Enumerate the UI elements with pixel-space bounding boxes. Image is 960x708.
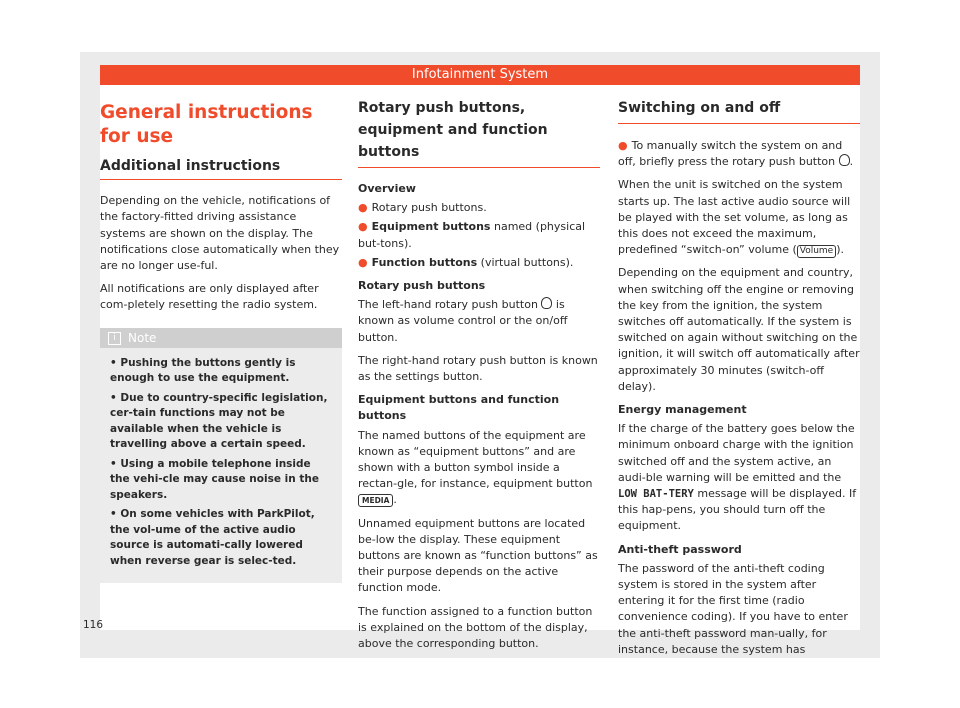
paragraph-reset: All notifications are only displayed after com-pletely resetting the radio system. (100, 282, 319, 312)
paragraph-startup: When the unit is switched on the system starts up. The last active audio source will be played with the set volume, as long as this does not exceed the maximum, predefined “switch-on” volume ( Volume ). (618, 178, 851, 257)
bullet-icon: ● (618, 139, 628, 152)
paragraph-energy: If the charge of the battery goes below the minimum onboard charge with the ignition switched off and the system active, an audi-ble warning will be emitted and the LOW BAT-TERY message will be displayed. If this hap-pens, you should turn off the equipment. (618, 422, 857, 533)
low-battery-message: LOW BAT-TERY (618, 488, 694, 501)
bullet-icon: • (110, 508, 121, 521)
note-box (100, 328, 342, 584)
note-label: Note (128, 330, 157, 345)
paragraph-notifications: Depending on the vehicle, notifications of the factory-fitted driving assistance systems are shown on the display. The notifications close automatically when they are no longer use-ful. (100, 194, 340, 273)
heading-rotary-push-buttons: Rotary push buttons, equipment and function buttons (358, 97, 600, 168)
note-item: • Due to country-specific legislation, cer-tain functions may not be available when the vehicle is travelling above a certain speed. (110, 391, 328, 451)
section-header-banner: Infotainment System (100, 65, 860, 85)
bullet-icon: • (110, 457, 121, 470)
subheading-overview: Overview (358, 182, 416, 195)
subheading-antitheft: Anti-theft password (618, 542, 742, 556)
paragraph-right-rotary: The right-hand rotary push button is known as the settings button. (358, 353, 598, 384)
note-header (100, 328, 342, 348)
content-area (100, 85, 860, 656)
bullet-icon: • (110, 391, 121, 404)
note-item: • Pushing the buttons gently is enough to use the equipment. (110, 356, 296, 385)
column-rotary-buttons (358, 85, 600, 659)
list-item: ● Equipment buttons named (physical but-tons). (358, 220, 586, 250)
paragraph-antitheft: The password of the anti-theft coding system is stored in the system after entering it for the first time (radio convenience coding). If you have to enter the anti-theft password man-ually, for instance, because the system has (618, 561, 848, 656)
list-item: ● Rotary push buttons. (358, 201, 487, 215)
bullet-icon: ● (358, 220, 368, 234)
paragraph-left-rotary: The left-hand rotary push button is known as volume control or the on/off button. (358, 298, 568, 344)
paragraph-equipment-buttons: The named buttons of the equipment are known as “equipment buttons” and are shown with a button symbol inside a rectan-gle, for instance, equipment button MEDIA . (358, 428, 593, 507)
paragraph-unnamed-buttons: Unnamed equipment buttons are located be-low the display. These equipment buttons are known as “function buttons” as their purpose depends on the active function mode. (358, 516, 598, 595)
subheading-energy: Energy management (618, 403, 747, 417)
volume-button-icon: Volume (797, 245, 836, 258)
info-icon: i (108, 332, 121, 345)
subheading-equipment-function: Equipment buttons and function buttons (358, 393, 560, 423)
bullet-icon: ● (358, 255, 368, 269)
list-item: ● Function buttons (virtual buttons). (358, 255, 574, 269)
heading-additional-instructions: Additional instructions (100, 158, 342, 180)
rotary-knob-icon (839, 154, 850, 166)
bullet-icon: ● (358, 201, 368, 215)
note-item: • On some vehicles with ParkPilot, the vol-ume of the active audio source is automati-cally lowered when reverse gear is selec-ted. (110, 508, 315, 567)
bullet-icon: • (110, 356, 121, 369)
media-button-icon: MEDIA (358, 494, 393, 507)
rotary-knob-icon (541, 297, 552, 309)
paragraph-manual-switch: ● To manually switch the system on and off, briefly press the rotary push button . (618, 139, 854, 169)
column-general-instructions (100, 85, 342, 583)
paragraph-function-assigned: The function assigned to a function button is explained on the bottom of the display, above the corresponding button. (358, 604, 593, 651)
heading-switching-on-off: Switching on and off (618, 97, 860, 124)
note-body (100, 348, 342, 584)
page-number: 116 (83, 619, 104, 631)
subheading-rotary: Rotary push buttons (358, 279, 486, 293)
heading-general-instructions: General instructions for use (100, 102, 313, 147)
note-item: • Using a mobile telephone inside the vehi-cle may cause noise in the speakers. (110, 457, 319, 501)
paragraph-auto-off: Depending on the equipment and country, when switching off the engine or removing the key from the ignition, the system switches off automatically. If the system is switched on again without switching on the ignition, it will switch off automatically after approximately 30 minutes (switch-off delay). (618, 266, 860, 393)
column-switching-on-off (618, 85, 860, 665)
